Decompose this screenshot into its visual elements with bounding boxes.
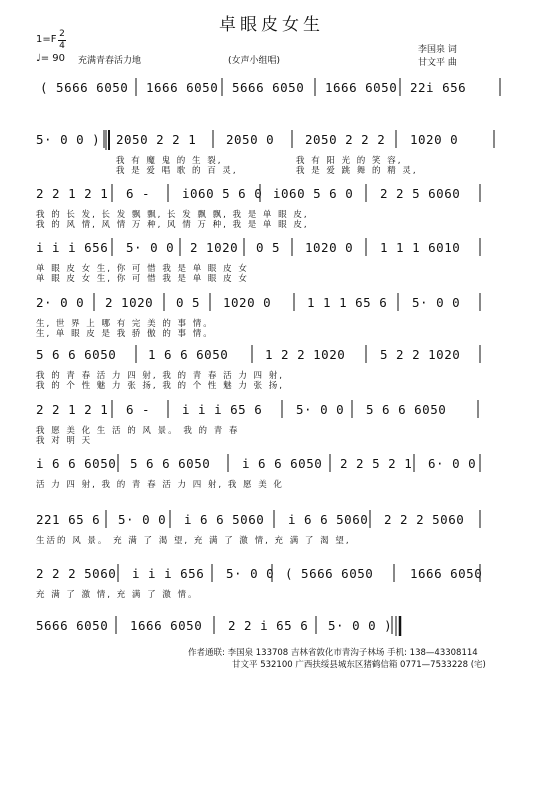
notation-row-1-measure-1: ( 5666 6050 <box>40 80 129 95</box>
author-contact-line-2: 甘文平 532100 广西扶绥县城东区猪鹤信箱 0771—7533228 (宅) <box>232 660 486 670</box>
notation-row-10-measure-1: 2 2 2 5060 <box>36 566 117 581</box>
lyric-row-5-line-1: 生, 世 界 上 哪 有 完 美 的 事 情。 <box>36 319 214 329</box>
notation-row-7-measure-4: 5· 0 0 <box>296 402 345 417</box>
notation-row-5-measure-5: 1 1 1 65 6 <box>307 295 388 310</box>
notation-row-2-measure-4: 2050 2 2 2 <box>305 132 386 147</box>
notation-row-7-measure-2: 6 - <box>126 402 151 417</box>
lyric-row-7-line-1: 我 愿 美 化 生 活 的 风 景。 我 的 青 春 <box>36 426 240 436</box>
lyric-row-2-line-1: 我 有 魔 鬼 的 生 裂, <box>116 156 223 166</box>
notation-row-5-measure-3: 0 5 <box>176 295 201 310</box>
notation-row-3-measure-1: 2 2 1 2 1 <box>36 186 109 201</box>
lyric-row-6-line-2: 我 的 个 性 魅 力 张 扬, 我 的 个 性 魅 力 张 扬, <box>36 381 284 391</box>
notation-row-4-measure-5: 1020 0 <box>305 240 354 255</box>
notation-row-2-measure-2: 2050 2 2 1 <box>116 132 197 147</box>
lyric-row-8-line-1: 活 力 四 射, 我 的 青 春 活 力 四 射, 我 愿 美 化 <box>36 480 284 490</box>
notation-row-8-measure-2: 5 6 6 6050 <box>130 456 211 471</box>
time-signature-bottom: 4 <box>59 41 65 51</box>
performance-note: (女声小组唱) <box>228 56 281 66</box>
lyric-row-2-line-3: 我 有 阳 光 的 笑 容, <box>296 156 403 166</box>
notation-row-8-measure-1: i 6 6 6050 <box>36 456 117 471</box>
notation-row-6-measure-2: 1 6 6 6050 <box>148 347 229 362</box>
key-signature: 1=F <box>36 34 57 45</box>
notation-row-1-measure-2: 1666 6050 <box>146 80 219 95</box>
notation-row-6-measure-4: 5 2 2 1020 <box>380 347 461 362</box>
notation-row-11-measure-4: 5· 0 0 ) <box>328 618 393 633</box>
notation-row-1-measure-5: 22i 656 <box>410 80 467 95</box>
lyric-row-4-line-2: 单 眼 皮 女 生, 你 可 惜 我 是 单 眼 皮 女 <box>36 274 249 284</box>
notation-row-2-measure-1: 5· 0 0 ) <box>36 132 101 147</box>
notation-row-9-measure-3: i 6 6 5060 <box>184 512 265 527</box>
notation-row-5-measure-6: 5· 0 0 <box>412 295 461 310</box>
time-signature <box>58 30 66 51</box>
author-contact-line-1: 作者通联: 李国泉 133708 吉林省敦化市青沟子林场 手机: 138—43308114 <box>188 648 478 658</box>
lyric-row-3-line-2: 我 的 风 情, 风 情 万 种, 风 情 万 种, 我 是 单 眼 皮, <box>36 220 309 230</box>
notation-row-10-measure-2: i i i 656 <box>132 566 205 581</box>
notation-row-8-measure-3: i 6 6 6050 <box>242 456 323 471</box>
notation-row-7-measure-3: i i i 65 6 <box>182 402 263 417</box>
notation-row-9-measure-2: 5· 0 0 <box>118 512 167 527</box>
expression-marking: 充满青春活力地 <box>78 56 142 66</box>
composer-credit: 甘文平 曲 <box>418 58 457 68</box>
notation-row-8-measure-5: 6· 0 0 <box>428 456 477 471</box>
notation-row-10-measure-4: ( 5666 6050 <box>285 566 374 581</box>
lyric-row-10-line-1: 充 满 了 激 情, 充 满 了 激 情。 <box>36 590 199 600</box>
notation-row-9-measure-1: 221 65 6 <box>36 512 101 527</box>
lyric-row-2-line-4: 我 是 爱 跳 舞 的 精 灵, <box>296 166 418 176</box>
lyric-row-7-line-2: 我 对 明 天 <box>36 436 93 446</box>
notation-row-1-measure-4: 1666 6050 <box>325 80 398 95</box>
notation-row-11-measure-2: 1666 6050 <box>130 618 203 633</box>
notation-row-4-measure-4: 0 5 <box>256 240 281 255</box>
notation-row-3-measure-3: i060 5 6 0 <box>182 186 263 201</box>
notation-row-3-measure-4: i060 5 6 0 <box>273 186 354 201</box>
lyric-row-2-line-2: 我 是 爱 唱 歌 的 百 灵, <box>116 166 238 176</box>
song-title: 卓眼皮女生 <box>219 15 324 35</box>
notation-row-8-measure-4: 2 2 5 2 1 <box>340 456 413 471</box>
notation-row-4-measure-1: i i i 656 <box>36 240 109 255</box>
notation-row-3-measure-5: 2 2 5 6060 <box>380 186 461 201</box>
notation-row-1-measure-3: 5666 6050 <box>232 80 305 95</box>
lyric-row-6-line-1: 我 的 青 春 活 力 四 射, 我 的 青 春 活 力 四 射, <box>36 371 284 381</box>
notation-row-5-measure-4: 1020 0 <box>223 295 272 310</box>
notation-row-10-measure-3: 5· 0 0 <box>226 566 275 581</box>
notation-row-4-measure-3: 2 1020 <box>190 240 239 255</box>
tempo-marking: ♩= 90 <box>36 53 65 64</box>
lyricist-credit: 李国泉 词 <box>418 45 457 55</box>
notation-row-4-measure-6: 1 1 1 6010 <box>380 240 461 255</box>
notation-row-9-measure-5: 2 2 2 5060 <box>384 512 465 527</box>
notation-row-9-measure-4: i 6 6 5060 <box>288 512 369 527</box>
lyric-row-3-line-1: 我 的 长 发, 长 发 飘 飘, 长 发 飘 飘, 我 是 单 眼 皮, <box>36 210 309 220</box>
lyric-row-9-line-1: 生活的 风 景。 充 满 了 渴 望, 充 满 了 激 情, 充 满 了 渴 望, <box>36 536 351 546</box>
time-signature-top: 2 <box>59 29 65 39</box>
notation-row-6-measure-3: 1 2 2 1020 <box>265 347 346 362</box>
notation-row-2-measure-3: 2050 0 <box>226 132 275 147</box>
notation-row-11-measure-3: 2 2 i 65 6 <box>228 618 309 633</box>
lyric-row-5-line-2: 生, 单 眼 皮 是 我 骄 傲 的 事 情。 <box>36 329 214 339</box>
notation-row-6-measure-1: 5 6 6 6050 <box>36 347 117 362</box>
notation-row-10-measure-5: 1666 6050 <box>410 566 483 581</box>
notation-row-5-measure-2: 2 1020 <box>105 295 154 310</box>
notation-row-5-measure-1: 2· 0 0 <box>36 295 85 310</box>
notation-row-7-measure-1: 2 2 1 2 1 <box>36 402 109 417</box>
notation-row-4-measure-2: 5· 0 0 <box>126 240 175 255</box>
notation-row-3-measure-2: 6 - <box>126 186 151 201</box>
lyric-row-4-line-1: 单 眼 皮 女 生, 你 可 惜 我 是 单 眼 皮 女 <box>36 264 249 274</box>
notation-row-2-measure-5: 1020 0 <box>410 132 459 147</box>
notation-row-11-measure-1: 5666 6050 <box>36 618 109 633</box>
notation-row-7-measure-5: 5 6 6 6050 <box>366 402 447 417</box>
